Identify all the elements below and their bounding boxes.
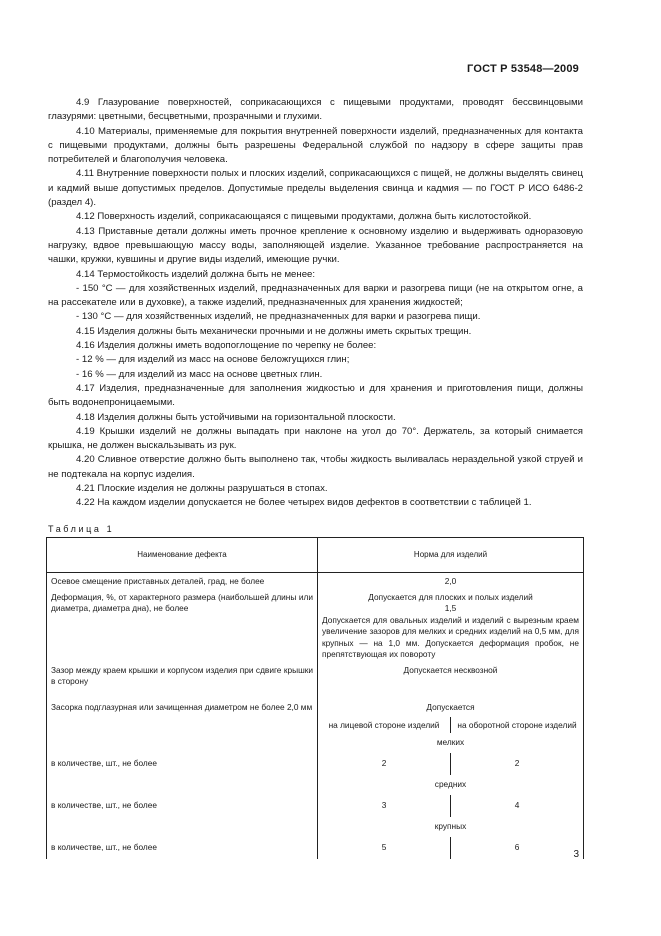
count-back: 2 — [514, 757, 520, 768]
paragraph-4-15: 4.15 Изделия должны быть механически прочными и не должны иметь скрытых трещин. — [76, 325, 472, 337]
defect-name: Деформация, %, от характерного размера (наибольшей длины или диаметра, диаметра дна), не более — [47, 589, 318, 662]
size-label: средних — [318, 775, 584, 795]
paragraph-4-13: 4.13 Приставные детали должны иметь прочное крепление к основному изделию и выдерживать одноразовую нагрузку, вдвое превышающую массу воды, заполняющей изделие. Указанное требование распространяется на чашки, кружки, кувшины и другие виды изделий, имеющие ручки. — [48, 225, 583, 266]
count-back: 6 — [514, 841, 520, 852]
paragraph-4-21: 4.21 Плоские изделия не должны разрушаться в стопах. — [76, 483, 328, 495]
size-label: мелких — [318, 733, 584, 753]
table-row — [47, 699, 584, 733]
page-number: 3 — [573, 849, 579, 860]
table-row — [47, 753, 584, 775]
empty-cell — [47, 817, 318, 837]
count-label: в количестве, шт., не более — [47, 753, 318, 775]
column-header-defect: Наименование дефекта — [47, 538, 318, 573]
defect-name: Зазор между краем крышки и корпусом изделия при сдвиге крышки в сторону — [47, 662, 318, 699]
paragraph-4-18: 4.18 Изделия должны быть устойчивыми на горизонтальной плоскости. — [76, 411, 396, 423]
count-values — [318, 837, 584, 859]
list-item-12pct: - 12 % — для изделий из масс на основе беложгущихся глин; — [76, 354, 350, 366]
defect-name: Засорка подглазурная или зачищенная диаметром не более 2,0 мм — [47, 699, 318, 733]
empty-cell — [47, 733, 318, 753]
paragraph-4-12: 4.12 Поверхность изделий, соприкасающаяся с пищевыми продуктами, должна быть кислотостойкой. — [76, 211, 532, 223]
count-values — [318, 753, 584, 775]
count-front: 3 — [318, 795, 451, 817]
count-front: 5 — [318, 837, 451, 859]
paragraph-4-11: 4.11 Внутренние поверхности полых и плоских изделий, соприкасающихся с пищей, не должны выделять свинец и кадмий выше допустимых пределов. Допустимые пределы выделения свинца и кадмия — по ГОСТ Р ИСО 6486-2 (раздел 4). — [48, 168, 583, 209]
paragraph-4-19: 4.19 Крышки изделий не должны выпадать при наклоне на угол до 70°. Держатель, за который снимается крышка, не должен выскальзывать из рук. — [48, 425, 583, 452]
side-front-label: на лицевой стороне изделий — [318, 717, 451, 733]
defects-table — [46, 537, 584, 859]
defect-name: Осевое смещение приставных деталей, град, не более — [47, 573, 318, 589]
body-text — [48, 96, 583, 511]
defect-norm: 2,0 — [318, 573, 584, 589]
size-label: крупных — [318, 817, 584, 837]
empty-cell — [47, 775, 318, 795]
document-code: ГОСТ Р 53548—2009 — [467, 63, 579, 75]
list-item-16pct: - 16 % — для изделий из масс на основе цветных глин. — [76, 368, 323, 380]
size-row — [47, 733, 584, 753]
column-header-norm: Норма для изделий — [318, 538, 584, 573]
paragraph-4-9: 4.9 Глазурование поверхностей, соприкасающихся с пищевыми продуктами, проводят бессвинцовыми глазурями: цветными, бесцветными, прозрачными и глухими. — [48, 97, 583, 123]
count-back: 4 — [514, 799, 520, 810]
paragraph-4-20: 4.20 Сливное отверстие должно быть выполнено так, чтобы жидкость выливалась нераздельной узкой струей и не подтекала на корпус изделия. — [48, 454, 583, 480]
count-values — [318, 795, 584, 817]
paragraph-4-10: 4.10 Материалы, применяемые для покрытия внутренней поверхности изделий, предназначенных для контакта с пищевыми продуктами, должны быть разрешены Федеральной службой по надзору в сфере защиты прав потребителей и благополучия человека. — [48, 125, 583, 166]
table-row — [47, 589, 584, 662]
list-item-130c: - 130 °С — для хозяйственных изделий, не предназначенных для варки и разогрева пищи. — [76, 311, 481, 323]
norm-value: 1,5 — [444, 603, 457, 613]
table-row — [47, 662, 584, 699]
paragraph-4-17: 4.17 Изделия, предназначенные для заполнения жидкостью и для хранения и приготовления пищи, должны быть водонепроницаемыми. — [48, 382, 583, 409]
table-caption: Таблица 1 — [48, 524, 115, 534]
norm-line: Допускается для плоских и полых изделий — [368, 591, 533, 602]
side-back-label: на оборотной стороне изделий — [457, 720, 577, 730]
side-subheader — [318, 717, 583, 733]
count-label: в количестве, шт., не более — [47, 795, 318, 817]
paragraph-4-22: 4.22 На каждом изделии допускается не более четырех видов дефектов в соответствии с таблицей 1. — [76, 497, 532, 509]
table-row — [47, 837, 584, 859]
list-item-150c: - 150 °С — для хозяйственных изделий, предназначенных для варки и разогрева пищи (не на открытом огне, а на рассекателе или в духовке), а также изделий, предназначенных для хранения жидкостей; — [48, 282, 583, 309]
norm-note: Допускается для овальных изделий и изделий с вырезным краем увеличение зазоров для мелких и средних изделий на 0,5 мм, для крупных — на 1,0 мм. Допускается деформация пробок, не препятствующая их повороту — [322, 614, 579, 659]
defect-norm — [318, 589, 584, 662]
count-front: 2 — [318, 753, 451, 775]
table-row — [47, 795, 584, 817]
table-header-row — [47, 538, 584, 573]
table-row — [47, 573, 584, 589]
defect-norm: Допускается несквозной — [318, 662, 584, 699]
defect-norm — [318, 699, 584, 733]
count-label: в количестве, шт., не более — [47, 837, 318, 859]
paragraph-4-16: 4.16 Изделия должны иметь водопоглощение по черепку не более: — [76, 340, 377, 352]
paragraph-4-14: 4.14 Термостойкость изделий должна быть не менее: — [76, 268, 316, 280]
size-row — [47, 817, 584, 837]
size-row — [47, 775, 584, 795]
norm-line: Допускается — [426, 701, 475, 712]
